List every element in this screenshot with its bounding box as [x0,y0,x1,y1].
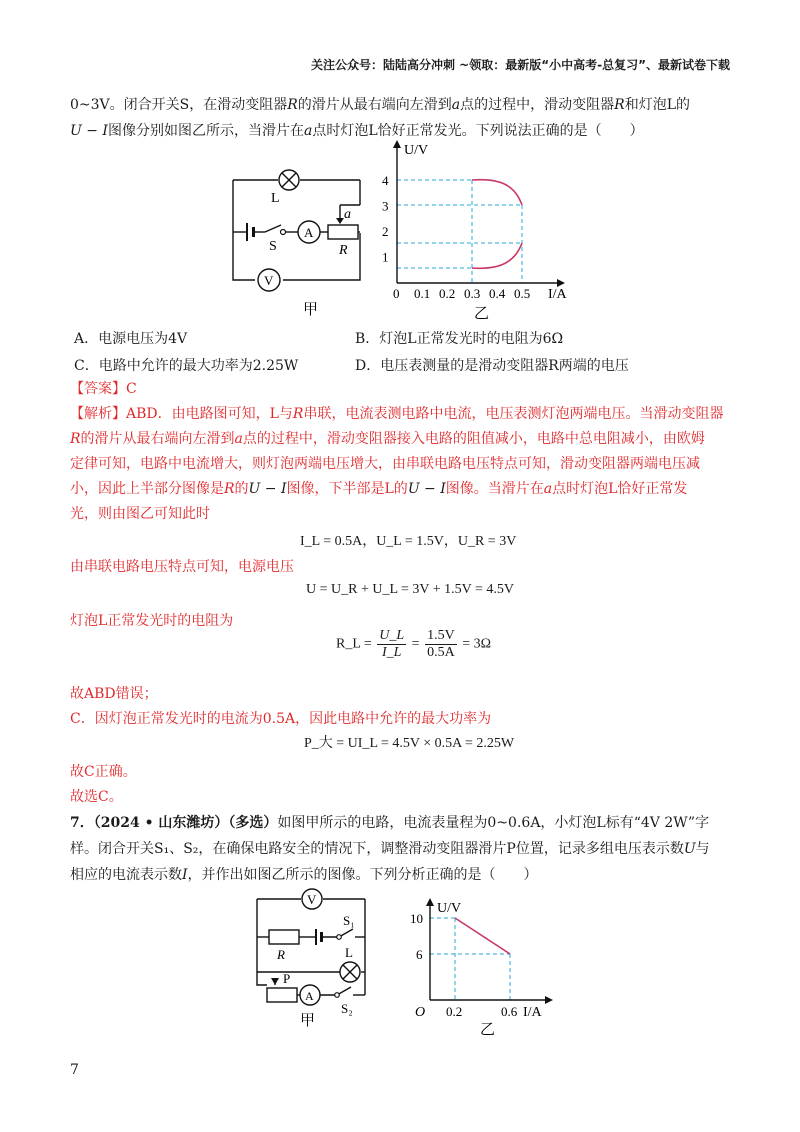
option-b[interactable]: B．灯泡L正常发光时的电阻为6Ω [355,331,564,347]
origin-label: O [415,1005,426,1020]
slider-label: a [344,207,351,222]
equation-3: R_L = $\frac{U\_L}{I\_L}$ = $\frac{1.5V}{0.5A}$ = 3Ω [336,628,492,660]
option-d[interactable]: D．电压表测量的是滑动变阻器R两端的电压 [355,358,629,374]
q6-stem-line1: 0~3V。闭合开关S，在滑动变阻器R的滑片从最右端向左滑到a点的过程中，滑动变阻器R和灯泡L的 [70,97,690,113]
x-tick-0.2: 0.2 [439,286,456,301]
s2-label: S₂ [341,1001,353,1016]
q7-ui-line [455,918,510,954]
analysis-line3: 定律可知，电路中电流增大，则灯泡两端电压增大，由串联电路电压特点可知，滑动变阻器两端电压减 [70,456,700,472]
curve-L [472,243,522,268]
fig-a-caption: 甲 [300,1013,316,1029]
q7-stem-line1: 7．（2024 • 山东潍坊）（多选）如图甲所示的电路，电流表量程为0~0.6A，小灯泡L标有“4V 2W”字 [70,815,710,831]
equation-2: U = U_R + U_L = 3V + 1.5V = 4.5V [306,582,515,597]
analysis-line4: 小，因此上半部分图像是R的U − I图像，下半部是L的U − I图像。当滑片在a点时灯泡L恰好正常发 [70,481,688,497]
q6-stem-line2: U − I图像分别如图乙所示，当滑片在a点时灯泡L恰好正常发光。下列说法正确的是（ ） [70,123,644,139]
x-tick-0.4: 0.4 [489,286,506,301]
q7-circuit-diagram [245,885,385,1030]
x-axis-label: I/A [523,1005,542,1020]
rheostat-label: R [339,243,348,258]
y-tick-10: 10 [410,911,423,926]
x-tick-0.2: 0.2 [446,1004,463,1019]
graph2-gridlines [430,918,510,1000]
analysis-line7: 灯泡L正常发光时的电阻为 [70,613,234,629]
x-tick-0.6: 0.6 [501,1004,518,1019]
fig-b-caption: 乙 [480,1022,496,1038]
q7-ui-graph [405,898,555,1038]
slider-label: P [283,971,291,986]
equation-4: P_大 = UI_L = 4.5V × 0.5A = 2.25W [304,736,515,751]
q6-ui-graph [380,140,580,325]
switch-label: S [269,239,277,254]
y-tick-2: 2 [382,224,389,239]
resistor-icon [269,930,299,944]
curve-R [472,180,522,205]
y-tick-4: 4 [382,173,389,188]
analysis-line8: 故ABD错误； [70,686,158,702]
analysis-line11: 故选C。 [70,789,123,805]
lamp-label: L [271,191,280,206]
answer: 【答案】C [70,381,137,397]
x-tick-0.1: 0.1 [414,286,431,301]
x-tick-0.3: 0.3 [464,286,481,301]
q7-stem-line3: 相应的电流表示数I，并作出如图乙所示的图像。下列分析正确的是（ ） [70,867,538,883]
option-a[interactable]: A．电源电压为4V [74,331,188,347]
analysis-line2: R的滑片从最右端向左滑到a点的过程中，滑动变阻器接入电路的阻值减小，电路中总电阻减小，由欧姆 [70,431,705,447]
x-tick-0: 0 [393,286,400,301]
ammeter-label: A [305,989,314,1003]
y-tick-1: 1 [382,249,389,265]
graph1-gridlines [397,180,522,283]
rheostat-icon [328,225,358,239]
s1-label: S₁ [343,913,355,928]
lamp-label: L [345,945,353,960]
analysis-line5: 光，则由图乙可知此时 [70,506,210,522]
rheostat-icon [267,988,297,1002]
q7-stem-line2: 样。闭合开关S₁、S₂，在确保电路安全的情况下，调整滑动变阻器滑片P位置，记录多组电压表示数U与 [70,841,710,857]
x-tick-0.5: 0.5 [514,286,531,301]
analysis-line10: 故C正确。 [70,764,137,780]
option-c[interactable]: C．电路中允许的最大功率为2.25W [74,358,299,374]
y-tick-3: 3 [382,198,389,214]
voltmeter-label: V [307,892,317,907]
resistor-label: R [277,947,285,962]
page-number: 7 [70,1062,79,1078]
analysis-line6: 由串联电路电压特点可知，电源电压 [70,559,294,575]
analysis-line9: C．因灯泡正常发光时的电流为0.5A，因此电路中允许的最大功率为 [70,711,492,727]
q6-circuit-diagram [225,150,375,320]
fig-a-caption: 甲 [303,302,319,318]
fig-b-caption: 乙 [474,306,490,322]
page-header: 关注公众号：陆陆高分冲刺 ~领取：最新版“小中高考-总复习”、最新试卷下载 [311,58,730,72]
ammeter-label: A [304,225,314,240]
analysis-line1: 【解析】ABD．由电路图可知，L与R串联，电流表测电路中电流，电压表测灯泡两端电压。当滑动变阻器 [70,406,724,422]
y-axis-label: U/V [437,901,462,916]
y-axis-label: U/V [404,143,429,158]
voltmeter-label: V [264,273,274,288]
y-tick-6: 6 [416,947,423,962]
x-axis-label: I/A [548,287,567,302]
equation-1: I_L = 0.5A，U_L = 1.5V，U_R = 3V [300,534,517,549]
